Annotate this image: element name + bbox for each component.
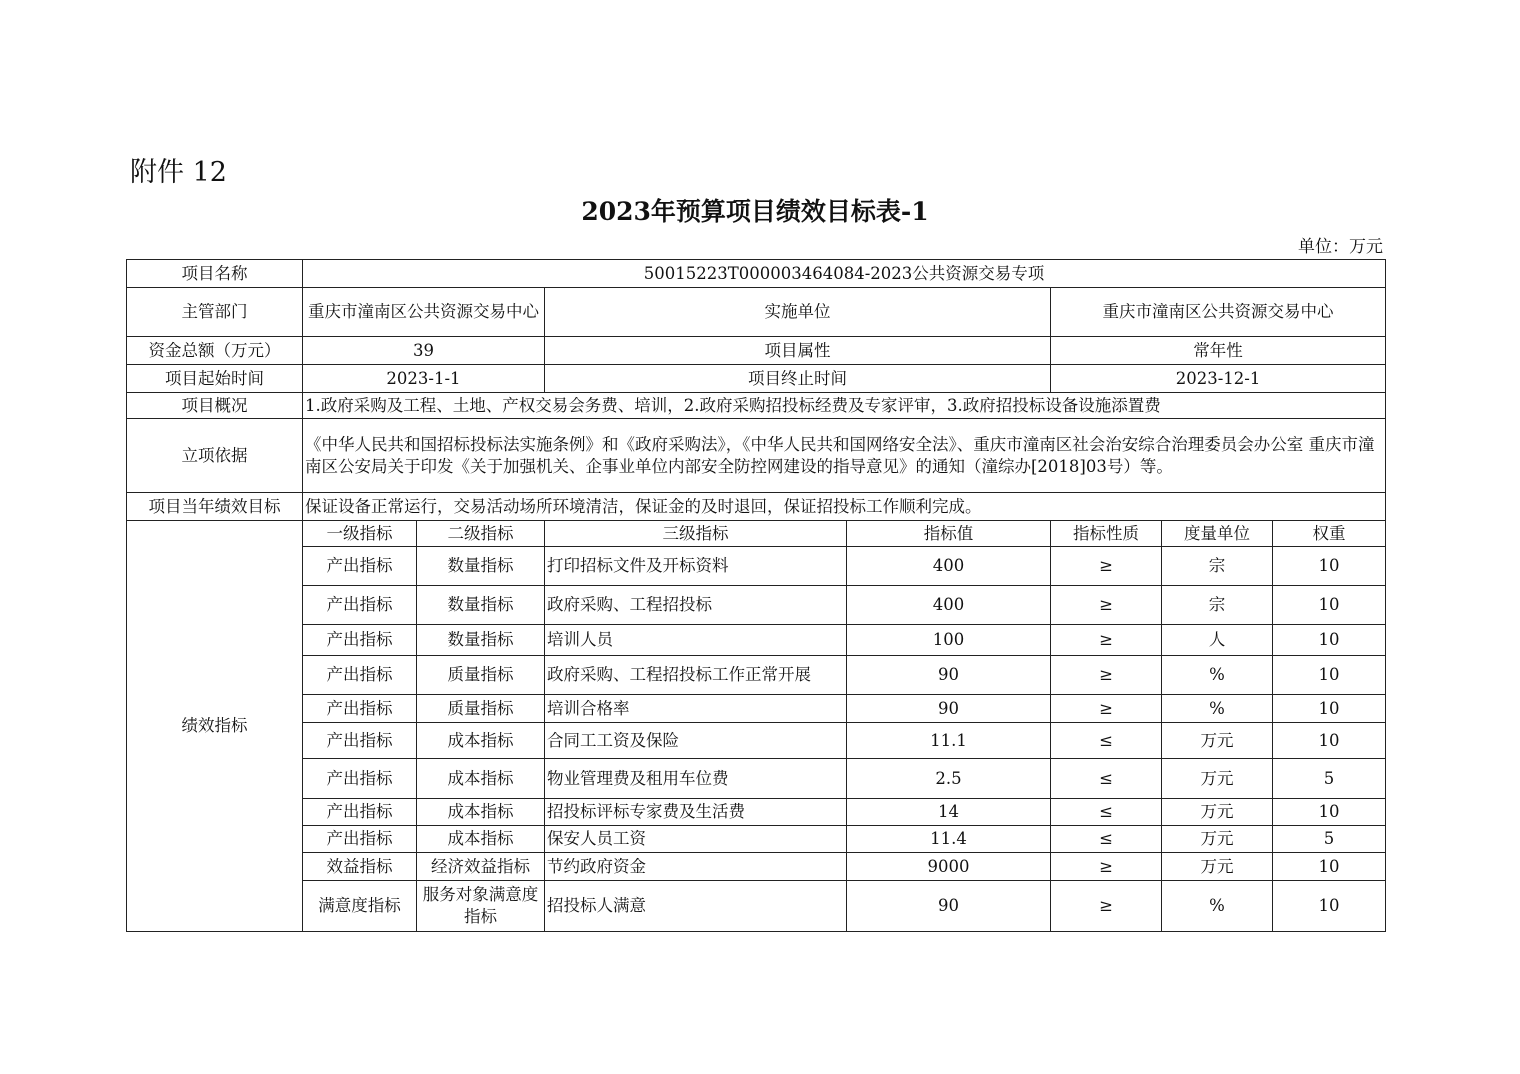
indicator-value: 11.1 [847,723,1051,759]
indicator-weight: 10 [1273,656,1386,695]
indicator-nature: ≤ [1051,826,1162,853]
indicator-level2: 经济效益指标 [417,853,545,881]
indicator-level2: 质量指标 [417,695,545,723]
indicator-value: 400 [847,586,1051,625]
indicator-nature: ≥ [1051,547,1162,586]
table-row [127,586,1386,625]
header-nature: 指标性质 [1051,521,1162,547]
indicator-level1: 产出指标 [303,799,417,826]
indicator-level3: 培训人员 [545,625,847,656]
indicator-unit: 万元 [1162,723,1273,759]
indicator-unit: 万元 [1162,799,1273,826]
indicator-nature: ≥ [1051,853,1162,881]
start-label: 项目起始时间 [127,365,303,393]
indicator-weight: 10 [1273,695,1386,723]
fund-value: 39 [303,337,545,365]
indicator-level3: 政府采购、工程招投标工作正常开展 [545,656,847,695]
indicator-weight: 10 [1273,723,1386,759]
indicator-value: 11.4 [847,826,1051,853]
indicator-nature: ≤ [1051,759,1162,799]
basis-label: 立项依据 [127,419,303,493]
impl-label: 实施单位 [545,288,1051,337]
table-row [127,826,1386,853]
indicator-unit: % [1162,656,1273,695]
indicator-weight: 10 [1273,586,1386,625]
impl-value: 重庆市潼南区公共资源交易中心 [1051,288,1386,337]
indicator-nature: ≥ [1051,695,1162,723]
indicator-level1: 产出指标 [303,826,417,853]
dept-value: 重庆市潼南区公共资源交易中心 [303,288,545,337]
indicators-label: 绩效指标 [127,521,303,932]
attr-value: 常年性 [1051,337,1386,365]
indicator-value: 2.5 [847,759,1051,799]
indicator-unit: % [1162,695,1273,723]
indicator-level3: 政府采购、工程招投标 [545,586,847,625]
table-row [127,759,1386,799]
table-row [127,695,1386,723]
goal-label: 项目当年绩效目标 [127,493,303,521]
indicator-value: 9000 [847,853,1051,881]
basis-value: 《中华人民共和国招标投标法实施条例》和《政府采购法》，《中华人民共和国网络安全法》、重庆市潼南区社会治安综合治理委员会办公室 重庆市潼南区公安局关于印发《关于加强机关、企事业单位内部安全防控网建设的指导意见》的通知（潼综办[2018]03号）等。 [303,419,1386,493]
indicator-level3: 合同工工资及保险 [545,723,847,759]
row-goal [127,493,1386,521]
indicator-level1: 产出指标 [303,695,417,723]
attachment-text: 附件 [130,157,184,188]
indicator-weight: 5 [1273,759,1386,799]
table-row [127,547,1386,586]
table-row [127,723,1386,759]
indicator-level2: 服务对象满意度指标 [417,881,545,932]
header-level1: 一级指标 [303,521,417,547]
header-weight: 权重 [1273,521,1386,547]
indicator-unit: 宗 [1162,586,1273,625]
indicator-value: 400 [847,547,1051,586]
row-basis [127,419,1386,493]
indicator-level1: 效益指标 [303,853,417,881]
indicator-weight: 10 [1273,625,1386,656]
table-row [127,625,1386,656]
row-project-name [127,260,1386,288]
indicator-weight: 5 [1273,826,1386,853]
indicator-nature: ≥ [1051,625,1162,656]
indicator-level2: 成本指标 [417,799,545,826]
indicator-level3: 打印招标文件及开标资料 [545,547,847,586]
attachment-label [130,150,227,189]
table-row [127,853,1386,881]
dept-label: 主管部门 [127,288,303,337]
indicator-level2: 数量指标 [417,625,545,656]
indicator-level2: 成本指标 [417,826,545,853]
attachment-number: 12 [192,157,227,188]
indicator-level1: 产出指标 [303,723,417,759]
indicator-level3: 保安人员工资 [545,826,847,853]
indicator-nature: ≤ [1051,799,1162,826]
indicator-weight: 10 [1273,881,1386,932]
indicator-unit: 万元 [1162,759,1273,799]
header-level3: 三级指标 [545,521,847,547]
project-name-label: 项目名称 [127,260,303,288]
indicator-weight: 10 [1273,547,1386,586]
header-value: 指标值 [847,521,1051,547]
indicator-unit: 万元 [1162,853,1273,881]
indicator-nature: ≥ [1051,656,1162,695]
attr-label: 项目属性 [545,337,1051,365]
indicator-value: 90 [847,656,1051,695]
row-overview [127,393,1386,419]
project-name: 50015223T000003464084-2023公共资源交易专项 [303,260,1386,288]
goal-value: 保证设备正常运行，交易活动场所环境清洁，保证金的及时退回，保证招投标工作顺利完成。 [303,493,1386,521]
header-level2: 二级指标 [417,521,545,547]
indicator-level2: 质量指标 [417,656,545,695]
indicator-nature: ≥ [1051,586,1162,625]
indicator-level2: 数量指标 [417,586,545,625]
indicator-level3: 物业管理费及租用车位费 [545,759,847,799]
end-label: 项目终止时间 [545,365,1051,393]
indicator-nature: ≤ [1051,723,1162,759]
indicator-level3: 节约政府资金 [545,853,847,881]
indicator-header-row [127,521,1386,547]
overview-value: 1.政府采购及工程、土地、产权交易会务费、培训，2.政府采购招投标经费及专家评审，3.政府招投标设备设施添置费 [303,393,1386,419]
indicator-unit: % [1162,881,1273,932]
indicator-level1: 产出指标 [303,547,417,586]
unit-label: 单位：万元 [1298,237,1383,257]
indicator-level3: 招投标评标专家费及生活费 [545,799,847,826]
indicator-unit: 人 [1162,625,1273,656]
indicator-value: 14 [847,799,1051,826]
row-time [127,365,1386,393]
table-row [127,881,1386,932]
overview-label: 项目概况 [127,393,303,419]
indicator-unit: 宗 [1162,547,1273,586]
table-row [127,656,1386,695]
performance-table [126,259,1386,932]
indicator-level2: 成本指标 [417,759,545,799]
row-fund [127,337,1386,365]
indicator-level1: 产出指标 [303,656,417,695]
indicator-value: 90 [847,881,1051,932]
table-row [127,799,1386,826]
indicator-weight: 10 [1273,799,1386,826]
indicator-level3: 招投标人满意 [545,881,847,932]
page-title: 2023年预算项目绩效目标表-1 [581,197,929,226]
header-unit: 度量单位 [1162,521,1273,547]
start-value: 2023-1-1 [303,365,545,393]
indicator-value: 90 [847,695,1051,723]
indicator-nature: ≥ [1051,881,1162,932]
indicator-level2: 成本指标 [417,723,545,759]
fund-label: 资金总额（万元） [127,337,303,365]
indicator-unit: 万元 [1162,826,1273,853]
end-value: 2023-12-1 [1051,365,1386,393]
indicator-level2: 数量指标 [417,547,545,586]
indicator-level3: 培训合格率 [545,695,847,723]
indicator-level1: 满意度指标 [303,881,417,932]
indicator-value: 100 [847,625,1051,656]
indicator-level1: 产出指标 [303,759,417,799]
row-department [127,288,1386,337]
indicator-level1: 产出指标 [303,586,417,625]
indicator-level1: 产出指标 [303,625,417,656]
indicator-weight: 10 [1273,853,1386,881]
